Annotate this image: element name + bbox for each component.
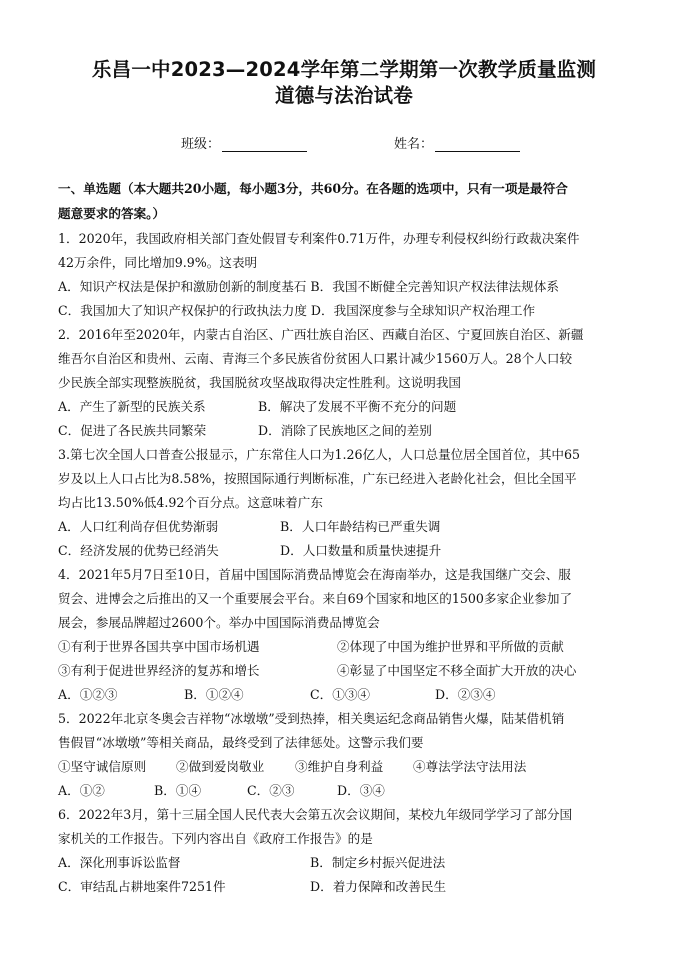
question-stem-line: 家机关的工作报告。下列内容出自《政府工作报告》的是: [58, 831, 373, 846]
question-stem-line: 展会，参展品牌超过2600个。举办中国国际消费品博览会: [58, 615, 380, 630]
statement: ③有利于促进世界经济的复苏和增长: [58, 663, 260, 678]
option-b[interactable]: B．人口年龄结构已严重失调: [280, 519, 441, 534]
question-stem-line: 4．2021年5月7日至10日，首届中国国际消费品博览会在海南举办，这是我国继广交会、服: [58, 567, 571, 582]
option-row[interactable]: C．我国加大了知识产权保护的行政执法力度 D．我国深度参与全球知识产权治理工作: [58, 303, 536, 318]
exam-subtitle: 道德与法治试卷: [275, 84, 413, 107]
option-d[interactable]: D．②③④: [435, 687, 496, 702]
option-a[interactable]: A．产生了新型的民族关系: [58, 399, 206, 414]
statement: ①有利于世界各国共享中国市场机遇: [58, 639, 260, 654]
option-b[interactable]: B．解决了发展不平衡不充分的问题: [258, 399, 457, 414]
option-b[interactable]: B．①④: [154, 783, 202, 798]
statement: ②体现了中国为维护世界和平所做的贡献: [337, 639, 564, 654]
option-a[interactable]: A．人口红利尚存但优势渐弱: [58, 519, 219, 534]
class-blank[interactable]: [222, 137, 307, 152]
question-stem-line: 维吾尔自治区和贵州、云南、青海三个多民族省份贫困人口累计减少1560万人。28个人口较: [58, 351, 573, 366]
option-c[interactable]: C．经济发展的优势已经消失: [58, 543, 219, 558]
option-d[interactable]: D．③④: [337, 783, 385, 798]
option-c[interactable]: C．②③: [247, 783, 295, 798]
option-c[interactable]: C．审结乱占耕地案件7251件: [58, 879, 226, 894]
option-a[interactable]: A．①②③: [58, 687, 118, 702]
class-label: 班级：: [181, 137, 221, 152]
name-label: 姓名：: [394, 137, 434, 152]
question-stem-line: 岁及以上人口占比为8.58%，按照国际通行判断标准，广东已经进入老龄化社会，但比全国平: [58, 471, 577, 486]
option-d[interactable]: D．着力保障和改善民生: [310, 879, 447, 894]
question-stem-line: 2．2016年至2020年，内蒙古自治区、广西壮族自治区、西藏自治区、宁夏回族自治区、新疆: [58, 327, 584, 342]
question-stem-line: 均占比13.50%低4.92个百分点。这意味着广东: [58, 495, 323, 510]
statement: ③维护自身利益: [295, 759, 384, 774]
statement: ④尊法学法守法用法: [413, 759, 527, 774]
option-b[interactable]: B．①②④: [184, 687, 244, 702]
question-stem-line: 少民族全部实现整族脱贫，我国脱贫攻坚战取得决定性胜利。这说明我国: [58, 375, 461, 390]
name-blank[interactable]: [435, 137, 520, 152]
option-c[interactable]: C．促进了各民族共同繁荣: [58, 423, 207, 438]
question-stem-line: 3.第七次全国人口普查公报显示，广东常住人口为1.26亿人，人口总量位居全国首位，其中65: [58, 447, 581, 462]
question-stem-line: 6．2022年3月，第十三届全国人民代表大会第五次会议期间，某校九年级同学学习了部分国: [58, 807, 573, 822]
question-stem-line: 贸会、进博会之后推出的又一个重要展会平台。来自69个国家和地区的1500多家企业参加了: [58, 591, 573, 606]
statement: ②做到爱岗敬业: [176, 759, 265, 774]
name-field: [394, 133, 520, 152]
option-a[interactable]: A．①②: [58, 783, 105, 798]
question-stem-line: 1．2020年，我国政府相关部门查处假冒专利案件0.71万件，办理专利侵权纠纷行政裁决案件: [58, 231, 580, 246]
question-stem-line: 5．2022年北京冬奥会吉祥物“冰墩墩”受到热捧，相关奥运纪念商品销售火爆，陆某借机销: [58, 711, 565, 726]
statement: ④彰显了中国坚定不移全面扩大开放的决心: [337, 663, 577, 678]
option-d[interactable]: D．消除了民族地区之间的差别: [258, 423, 432, 438]
section-heading-cont: 题意要求的答案。）: [58, 206, 166, 221]
option-c[interactable]: C．①③④: [310, 687, 371, 702]
option-d[interactable]: D．人口数量和质量快速提升: [280, 543, 442, 558]
class-field: [181, 133, 307, 152]
option-a[interactable]: A．深化刑事诉讼监督: [58, 855, 181, 870]
statement: ①坚守诚信原则: [58, 759, 147, 774]
option-b[interactable]: B．制定乡村振兴促进法: [310, 855, 446, 870]
section-heading: 一、单选题（本大题共20小题，每小题3分，共60分。在各题的选项中，只有一项是最符合: [58, 181, 568, 196]
question-stem-line: 42万余件，同比增加9.9%。这表明: [58, 255, 258, 270]
exam-title: 乐昌一中2023—2024学年第二学期第一次教学质量监测: [91, 58, 597, 81]
option-row[interactable]: A．知识产权法是保护和激励创新的制度基石 B．我国不断健全完善知识产权法律法规体系: [58, 279, 559, 294]
question-stem-line: 售假冒“冰墩墩”等相关商品，最终受到了法律惩处。这警示我们要: [58, 735, 424, 750]
